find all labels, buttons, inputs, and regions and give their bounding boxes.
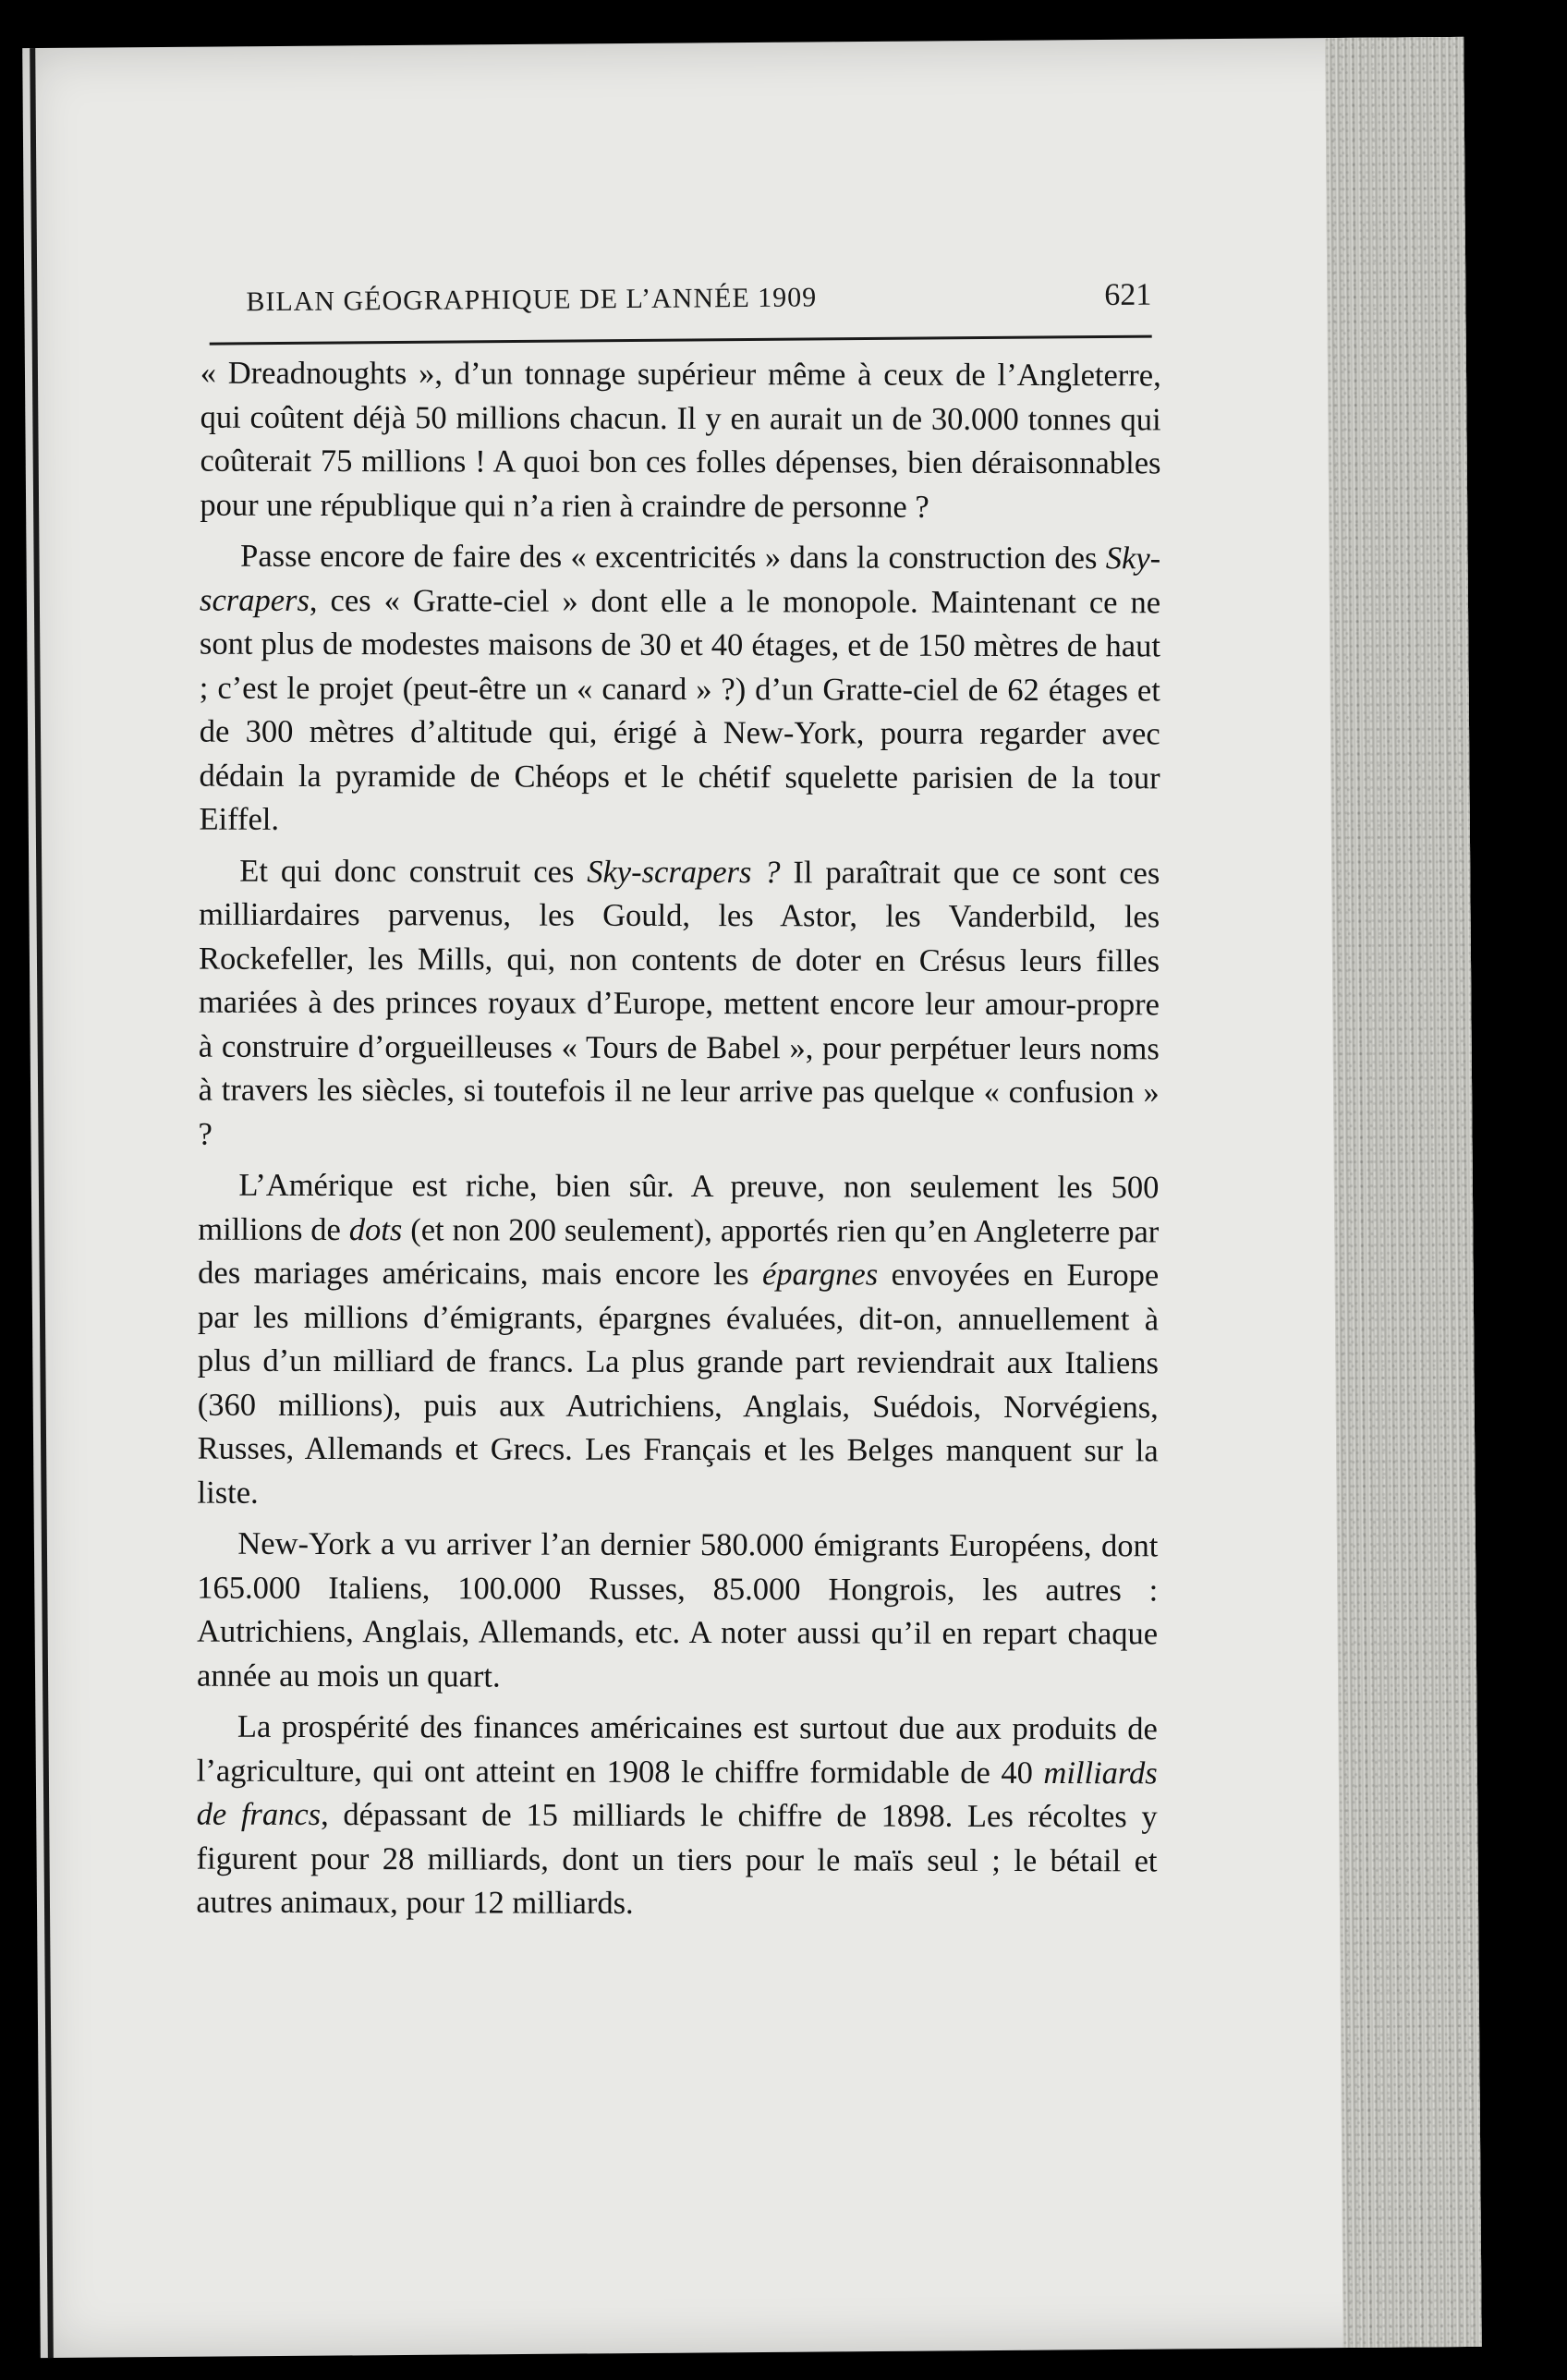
paragraph-2-text-c: , ces « Gratte-ciel » dont elle a le monopole. Maintenant ce ne sont plus de modestes maisons de 30 et 40 étages, et de 150 mètres de haut ; c’est le projet (peut-être un « canard » ?) d’un Gratte-ciel de 62 étages et de 300 mètres d’altitude qui, érigé à New-York, pourra regarder avec dédain la pyramide de Chéops et le chétif squelette parisien de la tour Eiffel. <box>199 582 1161 837</box>
body-text <box>196 352 1160 1935</box>
paragraph-6-text-a: La prospérité des finances américaines est surtout due aux produits de l’agriculture, qui ont atteint en 1908 le chiffre formidable de 40 <box>196 1708 1158 1791</box>
header-rule <box>210 335 1152 346</box>
paragraph-1-text: « Dreadnoughts », d’un tonnage supérieur même à ceux de l’Angleterre, qui coûtent déjà 50 millions chacun. Il y en aurait un de 30.000 tonnes qui coûterait 75 millions ! A quoi bon ces folles dépenses, bien déraisonnables pour une république qui n’a rien à craindre de personne ? <box>200 355 1161 525</box>
paragraph-3-text-c: Il paraîtrait que ce sont ces milliardaires parvenus, les Gould, les Astor, les Vanderbild, les Rockefeller, les Mills, qui, non contents de doter en Crésus leurs filles mariées à des princes royaux d’Europe, mettent encore leur amour-propre à construire d’orgueilleuses « Tours de Babel », pour perpétuer leurs noms à travers les siècles, si toutefois il ne leur arrive pas quelque « confusion » ? <box>198 854 1160 1152</box>
paragraph-2 <box>199 535 1160 844</box>
paragraph-4-text-a: L’Amérique est riche, bien sûr. A preuve, non seulement les 500 millions de <box>198 1167 1160 1247</box>
gutter-shadow <box>30 48 54 2358</box>
paragraph-4-italic-epargnes: épargnes <box>761 1257 879 1293</box>
paragraph-4-text-e: envoyées en Europe par les millions d’émigrants, épargnes évaluées, dit-on, annuellement à plus d’un milliard de francs. La plus grande part reviendrait aux Italiens (360 millions), puis aux Autrichiens, Anglais, Suédois, Norvégiens, Russes, Allemands et Grecs. Les Français et les Belges manquent sur la liste. <box>197 1257 1160 1511</box>
paragraph-4-text-c: (et non 200 seulement), apportés rien qu’en Angleterre par des mariages américains, mais encore les <box>198 1211 1160 1293</box>
paragraph-1 <box>200 352 1160 530</box>
paragraph-2-text-a: Passe encore de faire des « excentricités » dans la construction des <box>240 538 1106 577</box>
paragraph-6 <box>196 1706 1158 1927</box>
paragraph-5-text: New-York a vu arriver l’an dernier 580.000 émigrants Européens, dont 165.000 Italiens, 100.000 Russes, 85.000 Hongrois, les autres : Autrichiens, Anglais, Allemands, etc. A noter aussi qu’il en repart chaque année au mois un quart. <box>196 1525 1159 1694</box>
paragraph-4-italic-dots: dots <box>348 1211 403 1247</box>
paragraph-2-italic: Sky-scrapers <box>200 540 1161 618</box>
page-header <box>209 274 1151 337</box>
paragraph-3-text-a: Et qui donc construit ces <box>239 853 588 890</box>
running-title: BILAN GÉOGRAPHIQUE DE L’ANNÉE 1909 <box>246 282 818 318</box>
page-number: 621 <box>1104 277 1152 312</box>
paragraph-6-text-c: , dépassant de 15 milliards le chiffre de 1898. Les récoltes y figurent pour 28 milliards, dont un tiers pour le maïs seul ; le bétail et autres animaux, pour 12 milliards. <box>196 1797 1158 1921</box>
book-page <box>22 37 1482 2358</box>
paragraph-5 <box>197 1523 1158 1701</box>
paragraph-6-italic: milliards de francs <box>196 1755 1158 1833</box>
paragraph-3-italic: Sky-scrapers ? <box>587 854 781 890</box>
page-edges <box>1325 37 1482 2348</box>
paragraph-4 <box>197 1164 1159 1518</box>
paragraph-3 <box>199 849 1160 1159</box>
